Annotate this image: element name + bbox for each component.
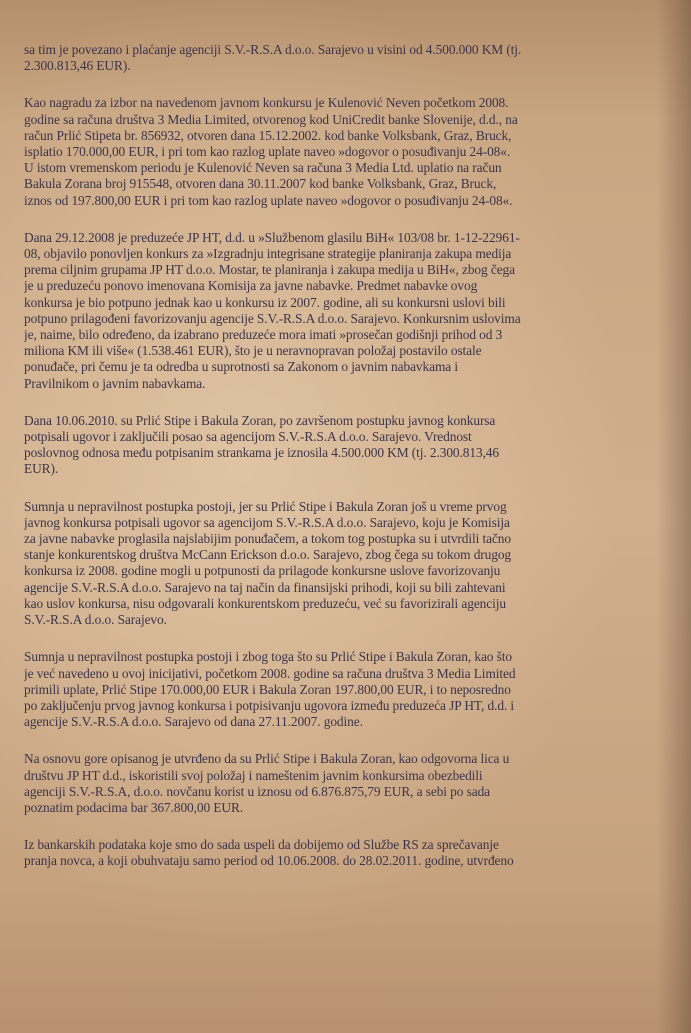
text-line: Na osnovu gore opisanog je utvrđeno da su Prlić Stipe i Bakula Zoran, kao odgovorna lica u	[24, 751, 510, 767]
text-line: društvu JP HT d.d., iskoristili svoj položaj i nameštenim javnim konkursima obezbedili	[24, 767, 483, 783]
text-line: primili uplate, Prlić Stipe 170.000,00 EUR i Bakula Zoran 197.800,00 EUR, i to neposredno	[24, 681, 511, 697]
text-line: agencije S.V.-R.S.A d.o.o. Sarajevo od dana 27.11.2007. godine.	[24, 714, 363, 730]
paragraph-p2	[24, 95, 675, 208]
text-line: miliona KM ili više« (1.538.461 EUR), što je u neravnopravan položaj postavilo ostale	[24, 343, 482, 359]
text-line: Iz bankarskih podataka koje smo do sada uspeli da dobijemo od Službe RS za sprečavanje	[24, 837, 499, 853]
text-line: prema ciljnim grupama JP HT d.o.o. Mostar, te planiranja i zakupa medija u BiH«, zbog čega	[24, 262, 515, 278]
text-line: potpisali ugovor i zaključili posao sa agencijom S.V.-R.S.A d.o.o. Sarajevo. Vrednost	[24, 429, 472, 445]
text-line: iznos od 197.800,00 EUR i pri tom kao razlog uplate naveo »dogovor o posuđivanju 24-08«.	[24, 192, 513, 208]
text-line: konkursa iz 2008. godine mogli u potpunosti da prilagode konkursne uslove favorizovanju	[24, 563, 501, 579]
text-line: Dana 29.12.2008 je preduzeće JP HT, d.d. u »Službenom glasilu BiH« 103/08 br. 1-12-22961-	[24, 229, 520, 245]
paragraph-p3	[24, 230, 675, 392]
text-line: Dana 10.06.2010. su Prlić Stipe i Bakula Zoran, po završenom postupku javnog konkursa	[24, 412, 496, 428]
text-line: ponuđače, pri čemu je ta odredba u suprotnosti sa Zakonom o javnim nabavkama i	[24, 359, 458, 375]
text-line: po zaključenju prvog javnog konkursa i potpisivanju ugovora između preduzeća JP HT, d.d. i	[24, 697, 515, 713]
paragraph-p6	[24, 649, 675, 730]
text-line: godine sa računa društva 3 Media Limited, otvorenog kod UniCredit banke Slovenije, d.d., na	[24, 111, 518, 127]
text-line: stanje konkurentskog društva McCann Erickson d.o.o. Sarajevo, zbog čega su tokom drugog	[24, 547, 512, 563]
text-line: poznatim podacima bar 367.800,00 EUR.	[24, 799, 244, 815]
paragraph-p7	[24, 751, 675, 816]
text-line: Kao nagradu za izbor na navedenom javnom konkursu je Kulenović Neven početkom 2008.	[24, 95, 509, 111]
text-line: račun Prlić Stipeta br. 856932, otvoren dana 15.12.2002. kod banke Volksbank, Graz, Bruck,	[24, 127, 512, 143]
text-line: isplatio 170.000,00 EUR, i pri tom kao razlog uplate naveo »dogovor o posuđivanju 24-08«.	[24, 144, 511, 160]
text-line: U istom vremenskom periodu je Kulenović Neven sa računa 3 Media Ltd. uplatio na račun	[24, 160, 502, 176]
text-line: potpuno prilagođeni favorizovanju agencije S.V.-R.S.A d.o.o. Sarajevo. Konkursnim uslovima	[24, 310, 521, 326]
text-line: sa tim je povezano i plaćanje agenciji S.V.-R.S.A d.o.o. Sarajevo u visini od 4.500.000 KM (tj.	[24, 42, 522, 57]
text-line: konkursa je bio potpuno jednak kao u konkursu iz 2007. godine, ali su konkursni uslovi bili	[24, 294, 506, 310]
text-line: javnog konkursa potpisali ugovor sa agencijom S.V.-R.S.A d.o.o. Sarajevo, koju je Komisija	[24, 514, 510, 530]
text-line: Bakula Zorana broj 915548, otvoren dana 30.11.2007 kod banke Volksbank, Graz, Bruck,	[24, 176, 497, 192]
text-line: je, naime, bilo određeno, da izabrano preduzeće mora imati »prosečan godišnji prihod od 3	[24, 327, 503, 343]
text-line: za javne nabavke proglasila najslabijim ponuđačem, a tokom tog postupka su i utvrdili tačno	[24, 531, 511, 547]
text-line: agenciji S.V.-R.S.A, d.o.o. novčanu korist u iznosu od 6.876.875,79 EUR, a sebi po sada	[24, 783, 491, 799]
text-line: S.V.-R.S.A d.o.o. Sarajevo.	[24, 612, 167, 628]
paragraph-p8	[24, 837, 675, 869]
paragraph-p5	[24, 499, 675, 629]
text-line: agencije S.V.-R.S.A d.o.o. Sarajevo na taj način da finansijski prihodi, koji su bili zahtevani	[24, 579, 506, 595]
text-line: Sumnja u nepravilnost postupka postoji i zbog toga što su Prlić Stipe i Bakula Zoran, kao što	[24, 649, 512, 665]
text-line: je u preduzeću ponovo imenovana Komisija za javne nabavke. Predmet nabavke ovog	[24, 278, 478, 294]
text-line: je već navedeno u ovoj inicijativi, početkom 2008. godine sa računa društva 3 Media Limited	[24, 665, 516, 681]
paragraph-p1	[24, 42, 675, 74]
text-line: Pravilnikom o javnim nabavkama.	[24, 375, 206, 391]
text-line: 2.300.813,46 EUR).	[24, 58, 131, 74]
text-line: kao uslov konkursa, nisu odgovarali konkurentskom preduzeću, već su favorizirali agenciju	[24, 595, 506, 611]
text-line: 08, objavilo ponovljen konkurs za »Izgradnju integrisane strategije planiranja zakupa medija	[24, 246, 512, 262]
text-line: poslovnog odnosa među potpisanim strankama je iznosila 4.500.000 KM (tj. 2.300.813,46	[24, 445, 500, 461]
document-body	[24, 42, 675, 870]
paragraph-p4	[24, 413, 675, 478]
text-line: Sumnja u nepravilnost postupka postoji, jer su Prlić Stipe i Bakula Zoran još u vreme prvog	[24, 498, 507, 514]
text-line: pranja novca, a koji obuhvataju samo period od 10.06.2008. do 28.02.2011. godine, utvrđeno	[24, 853, 514, 869]
text-line: EUR).	[24, 461, 59, 477]
